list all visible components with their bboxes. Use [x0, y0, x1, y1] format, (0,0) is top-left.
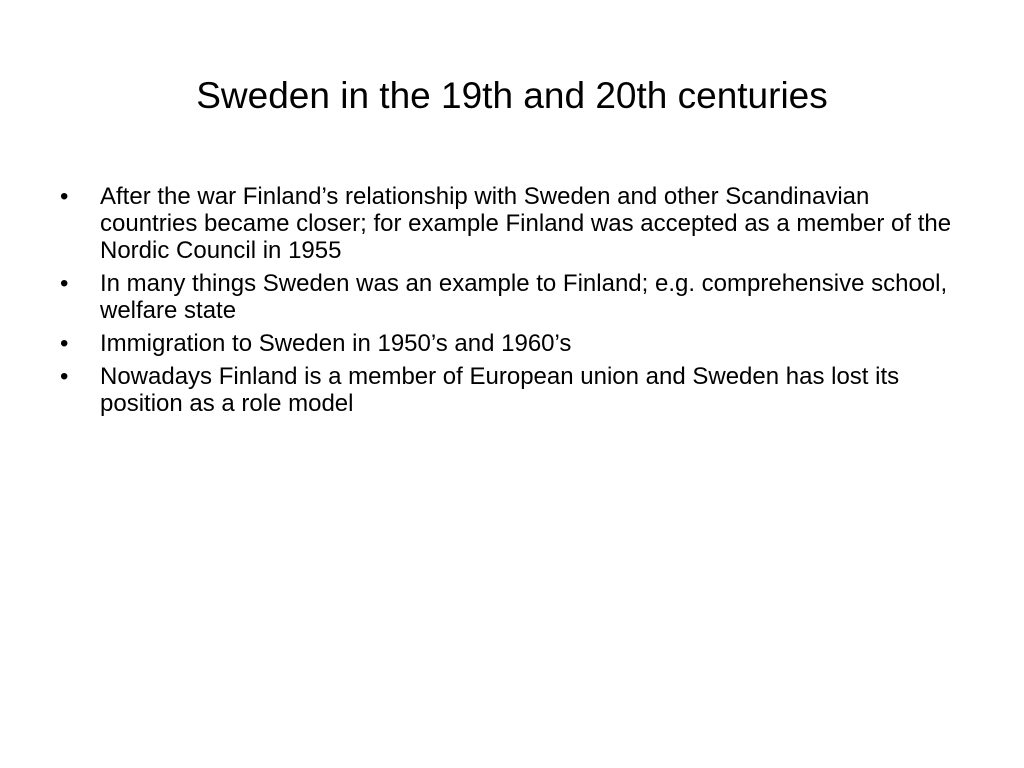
bullet-text: In many things Sweden was an example to Finland; e.g. comprehensive school, welfare state — [100, 270, 948, 324]
bullet-item — [60, 183, 970, 264]
bullet-text: Immigration to Sweden in 1950’s and 1960’s — [100, 330, 572, 357]
bullet-icon: • — [60, 363, 69, 390]
bullet-item — [60, 270, 970, 324]
bullet-list — [60, 183, 970, 423]
bullet-item — [60, 363, 970, 417]
bullet-icon: • — [60, 330, 69, 357]
slide-title: Sweden in the 19th and 20th centuries — [196, 75, 828, 116]
bullet-icon: • — [60, 183, 69, 210]
bullet-text: Nowadays Finland is a member of European union and Sweden has lost its position as a role model — [100, 363, 900, 417]
bullet-text: After the war Finland’s relationship with Sweden and other Scandinavian countries became closer; for example Finland was accepted as a member of the Nordic Council in 1955 — [100, 183, 952, 264]
bullet-item — [60, 330, 970, 357]
bullet-icon: • — [60, 270, 69, 297]
